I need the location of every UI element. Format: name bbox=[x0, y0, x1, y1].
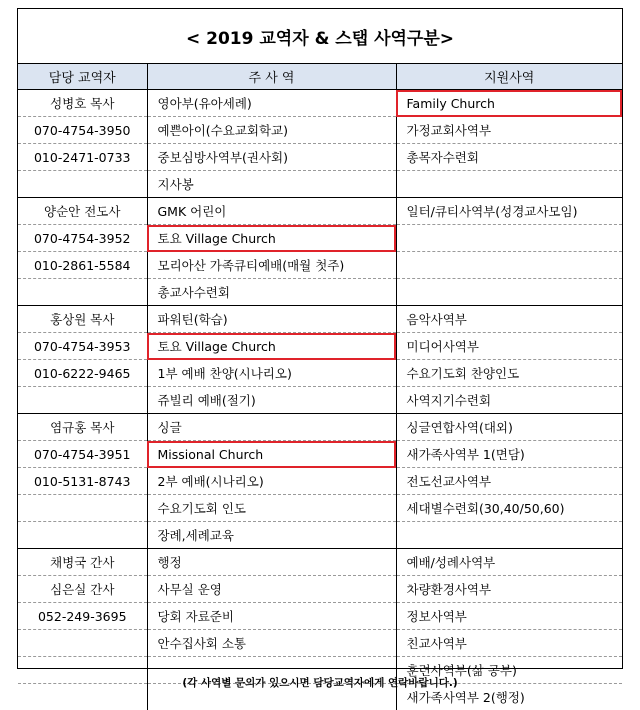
main-ministry-cell: 예쁜아이(수요교회학교) bbox=[147, 117, 396, 144]
support-ministry-cell: 새가족사역부 1(면담) bbox=[396, 441, 622, 468]
main-ministry-cell: 총교사수련회 bbox=[147, 279, 396, 306]
main-ministry-cell: 영아부(유아세례) bbox=[147, 90, 396, 117]
table-row bbox=[18, 306, 622, 333]
table-row bbox=[18, 333, 622, 360]
support-ministry-cell: 예배/성례사역부 bbox=[396, 549, 622, 576]
person-cell bbox=[18, 630, 147, 657]
table-row bbox=[18, 360, 622, 387]
person-cell: 성병호 목사 bbox=[18, 90, 147, 117]
page-title: < 2019 교역자 & 스탭 사역구분> bbox=[18, 9, 622, 64]
main-ministry-cell: 1부 예배 찬양(시나리오) bbox=[147, 360, 396, 387]
main-ministry-cell: 토요 Village Church bbox=[147, 333, 396, 360]
table-row bbox=[18, 279, 622, 306]
person-cell: 070-4754-3953 bbox=[18, 333, 147, 360]
support-ministry-cell bbox=[396, 225, 622, 252]
header-person: 담당 교역자 bbox=[18, 64, 147, 90]
person-cell: 010-6222-9465 bbox=[18, 360, 147, 387]
table-row bbox=[18, 117, 622, 144]
table-row bbox=[18, 549, 622, 576]
table-row bbox=[18, 144, 622, 171]
person-cell: 염규홍 목사 bbox=[18, 414, 147, 441]
support-ministry-cell: 사역지기수련회 bbox=[396, 387, 622, 414]
person-cell bbox=[18, 495, 147, 522]
main-ministry-cell: 지사봉 bbox=[147, 171, 396, 198]
table-row bbox=[18, 576, 622, 603]
support-ministry-cell: 음악사역부 bbox=[396, 306, 622, 333]
main-ministry-cell: 안수집사회 소통 bbox=[147, 630, 396, 657]
main-ministry-cell: 2부 예배(시나리오) bbox=[147, 468, 396, 495]
support-ministry-cell: 미디어사역부 bbox=[396, 333, 622, 360]
person-cell: 채병국 간사 bbox=[18, 549, 147, 576]
table-row bbox=[18, 198, 622, 225]
main-ministry-cell: GMK 어린이 bbox=[147, 198, 396, 225]
support-ministry-cell bbox=[396, 522, 622, 549]
support-ministry-cell: 가정교회사역부 bbox=[396, 117, 622, 144]
table-row bbox=[18, 252, 622, 279]
table-row bbox=[18, 522, 622, 549]
ministry-table bbox=[18, 64, 622, 710]
support-ministry-cell: 친교사역부 bbox=[396, 630, 622, 657]
table-row bbox=[18, 171, 622, 198]
support-ministry-cell bbox=[396, 279, 622, 306]
table-row bbox=[18, 630, 622, 657]
support-ministry-cell: 싱글연합사역(대외) bbox=[396, 414, 622, 441]
person-cell: 010-2471-0733 bbox=[18, 144, 147, 171]
header-main-ministry: 주 사 역 bbox=[147, 64, 396, 90]
support-ministry-cell: 차량환경사역부 bbox=[396, 576, 622, 603]
table-row bbox=[18, 468, 622, 495]
support-ministry-cell bbox=[396, 171, 622, 198]
support-ministry-cell: 전도선교사역부 bbox=[396, 468, 622, 495]
person-cell bbox=[18, 279, 147, 306]
support-ministry-cell: Family Church bbox=[396, 90, 622, 117]
table-row bbox=[18, 603, 622, 630]
table-row bbox=[18, 225, 622, 252]
table-row bbox=[18, 414, 622, 441]
person-cell bbox=[18, 522, 147, 549]
support-ministry-cell: 총목자수련회 bbox=[396, 144, 622, 171]
person-cell bbox=[18, 387, 147, 414]
schedule-frame bbox=[17, 8, 623, 669]
support-ministry-cell: 일터/큐티사역부(성경교사모임) bbox=[396, 198, 622, 225]
table-row bbox=[18, 441, 622, 468]
person-cell: 010-2861-5584 bbox=[18, 252, 147, 279]
support-ministry-cell bbox=[396, 252, 622, 279]
header-support-ministry: 지원사역 bbox=[396, 64, 622, 90]
table-row bbox=[18, 90, 622, 117]
person-cell: 심은실 간사 bbox=[18, 576, 147, 603]
main-ministry-cell: 수요기도회 인도 bbox=[147, 495, 396, 522]
person-cell: 양순안 전도사 bbox=[18, 198, 147, 225]
person-cell: 052-249-3695 bbox=[18, 603, 147, 630]
support-ministry-cell: 수요기도회 찬양인도 bbox=[396, 360, 622, 387]
main-ministry-cell: 행정 bbox=[147, 549, 396, 576]
main-ministry-cell: 사무실 운영 bbox=[147, 576, 396, 603]
person-cell: 홍상원 목사 bbox=[18, 306, 147, 333]
main-ministry-cell: 싱글 bbox=[147, 414, 396, 441]
main-ministry-cell: 장례,세례교육 bbox=[147, 522, 396, 549]
person-cell: 070-4754-3950 bbox=[18, 117, 147, 144]
main-ministry-cell: 당회 자료준비 bbox=[147, 603, 396, 630]
main-ministry-cell: 중보심방사역부(권사회) bbox=[147, 144, 396, 171]
main-ministry-cell: 쥬빌리 예배(절기) bbox=[147, 387, 396, 414]
support-ministry-cell: 훈련사역부(삶 공부) bbox=[396, 657, 622, 684]
support-ministry-cell: 정보사역부 bbox=[396, 603, 622, 630]
main-ministry-cell: Missional Church bbox=[147, 441, 396, 468]
support-ministry-cell: 새가족사역부 2(행정) bbox=[396, 684, 622, 710]
main-ministry-cell: 모리아산 가족큐티예배(매월 첫주) bbox=[147, 252, 396, 279]
person-cell: 070-4754-3951 bbox=[18, 441, 147, 468]
footer-note: (각 사역별 문의가 있으시면 담당교역자에게 연락바랍니다.) bbox=[0, 675, 640, 690]
support-ministry-cell: 세대별수련회(30,40/50,60) bbox=[396, 495, 622, 522]
main-ministry-cell: 파워틴(학습) bbox=[147, 306, 396, 333]
person-cell: 070-4754-3952 bbox=[18, 225, 147, 252]
person-cell: 010-5131-8743 bbox=[18, 468, 147, 495]
main-ministry-cell: 토요 Village Church bbox=[147, 225, 396, 252]
table-header-row bbox=[18, 64, 622, 90]
table-row bbox=[18, 387, 622, 414]
person-cell bbox=[18, 171, 147, 198]
table-row bbox=[18, 495, 622, 522]
